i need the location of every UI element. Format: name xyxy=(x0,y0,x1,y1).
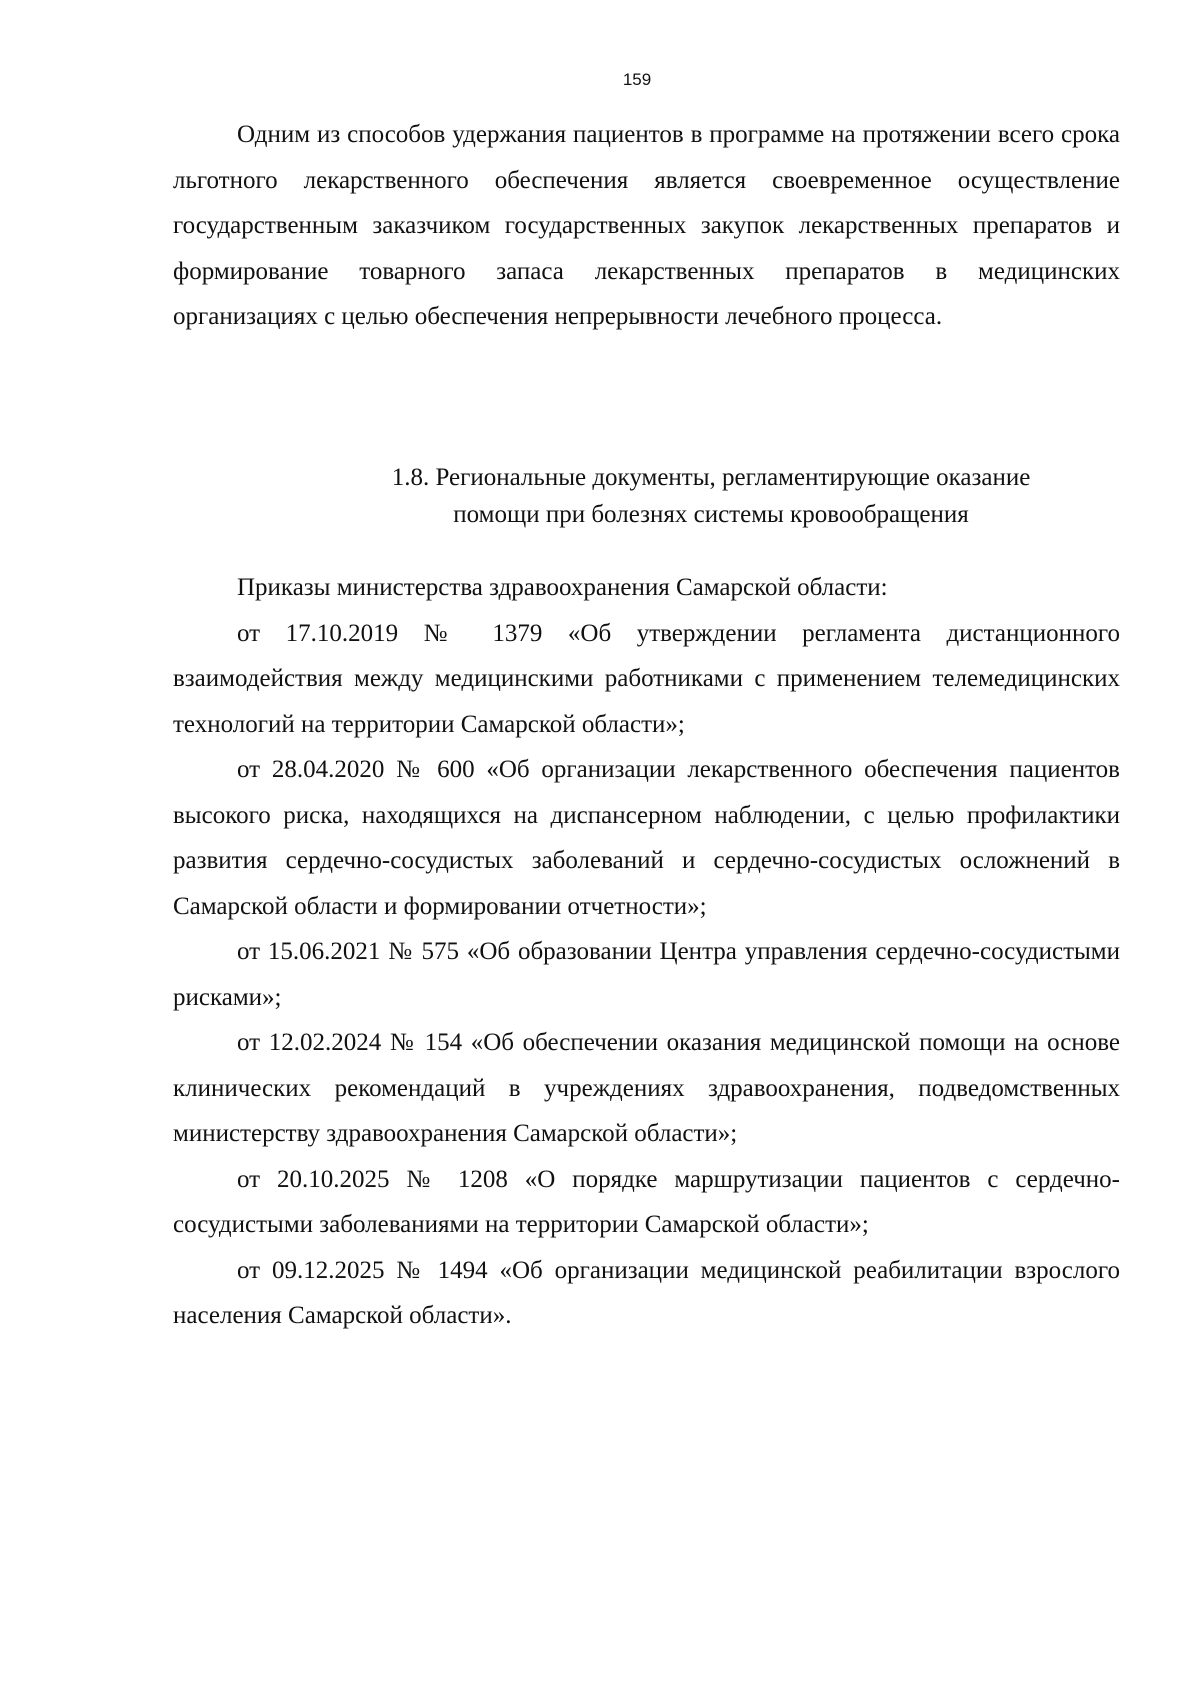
order-item: от 12.02.2024 № 154 «Об обеспечении оказания медицинской помощи на основе клинических рекомендаций в учреждениях здравоохранения, подведомственных министерству здравоохранения Самарской области»; xyxy=(173,1029,1120,1147)
section-heading xyxy=(173,459,1200,533)
orders-intro: Приказы министерства здравоохранения Самарской области: xyxy=(237,574,888,601)
section-heading-line-2: помощи при болезнях системы кровообращения xyxy=(453,501,969,528)
page-number: 159 xyxy=(622,70,652,89)
order-item: от 28.04.2020 № 600 «Об организации лекарственного обеспечения пациентов высокого риска, находящихся на диспансерном наблюдении, с целью профилактики развития сердечно-сосудистых заболеваний и сердечно-сосудистых осложнений в Самарской области и формировании отчетности»; xyxy=(173,756,1120,920)
order-item: от 09.12.2025 № 1494 «Об организации медицинской реабилитации взрослого населения Самарской области». xyxy=(173,1256,1120,1329)
section-heading-line-1: 1.8. Региональные документы, регламентирующие оказание xyxy=(391,464,1031,491)
order-item: от 17.10.2019 № 1379 «Об утверждении регламента дистанционного взаимодействия между медицинскими работниками с применением телемедицинских технологий на территории Самарской области»; xyxy=(173,619,1120,738)
order-item: от 20.10.2025 № 1208 «О порядке маршрутизации пациентов с сердечно-сосудистыми заболеваниями на территории Самарской области»; xyxy=(173,1165,1120,1238)
order-item: от 15.06.2021 № 575 «Об образовании Центра управления сердечно-сосудистыми рисками»; xyxy=(173,938,1120,1011)
intro-section xyxy=(173,112,1120,340)
orders-list xyxy=(173,565,1120,1339)
intro-paragraph: Одним из способов удержания пациентов в программе на протяжении всего срока льготного лекарственного обеспечения является своевременное осуществление государственным заказчиком государственных закупок лекарственных препаратов и формирование товарного запаса лекарственных препаратов в медицинских организациях с целью обеспечения непрерывности лечебного процесса. xyxy=(173,121,1120,330)
